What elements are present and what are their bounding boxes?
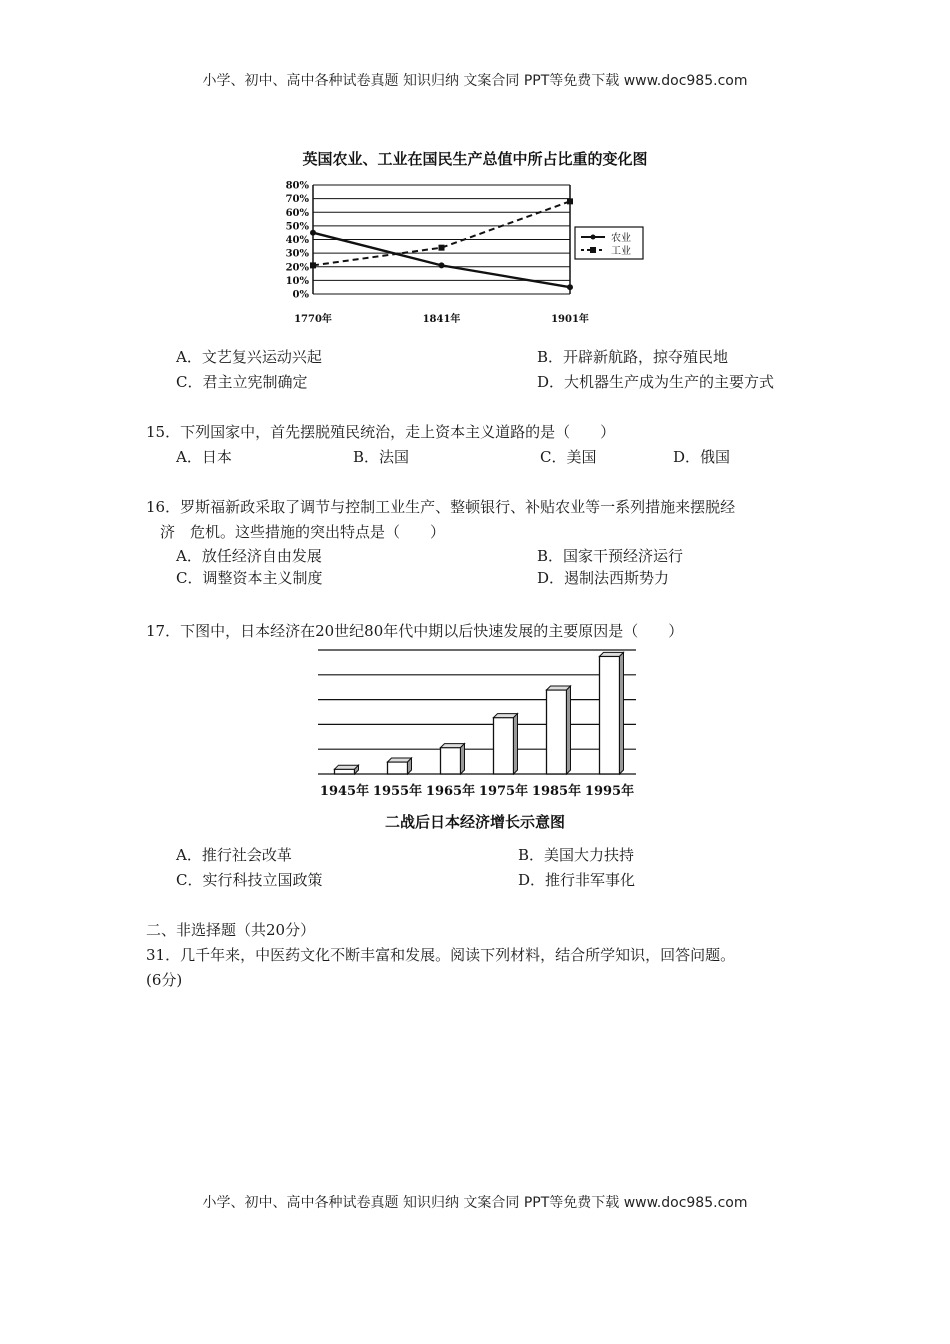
chart1-grid (313, 185, 570, 294)
data-point-agri (310, 230, 316, 236)
q15-option-b: B．法国 (353, 448, 410, 466)
bar (441, 748, 461, 774)
y-tick-label: 30% (285, 248, 309, 260)
data-point-agri (567, 284, 573, 290)
q15-stem: 15．下列国家中，首先摆脱殖民统治，走上资本主义道路的是（ ） (146, 423, 616, 441)
x-tick-label: 1985年 (531, 784, 582, 799)
q31-score: (6分) (146, 971, 183, 989)
legend-agri-marker (591, 235, 596, 240)
section2-title: 二、非选择题（共20分） (146, 921, 316, 939)
bar (335, 769, 355, 774)
q14-option-c: C．君主立宪制确定 (176, 373, 308, 391)
chart1-title: 英国农业、工业在国民生产总值中所占比重的变化图 (302, 150, 648, 168)
y-tick-label: 60% (285, 207, 309, 219)
bar-side (514, 714, 518, 774)
q14-option-a: A．文艺复兴运动兴起 (176, 348, 322, 366)
page-footer: 小学、初中、高中各种试卷真题 知识归纳 文案合同 PPT等免费下载 www.doc985.com (202, 1195, 748, 1211)
bar (388, 762, 408, 774)
x-tick-label: 1995年 (584, 784, 635, 799)
chart1-svg (270, 172, 660, 332)
q14-option-d: D．大机器生产成为生产的主要方式 (537, 373, 775, 391)
x-tick-label: 1965年 (425, 784, 476, 799)
q16-option-b: B．国家干预经济运行 (537, 547, 684, 565)
chart2-title: 二战后日本经济增长示意图 (384, 813, 565, 831)
chart2-bars (335, 652, 624, 774)
q17-option-d: D．推行非军事化 (518, 871, 636, 889)
q16-option-d: D．遏制法西斯势力 (537, 569, 670, 587)
x-tick-label: 1901年 (551, 314, 589, 325)
y-tick-label: 40% (285, 235, 309, 246)
q14-option-b: B．开辟新航路，掠夺殖民地 (537, 348, 729, 366)
series-line-agri (313, 233, 570, 288)
y-tick-label: 50% (285, 221, 309, 233)
y-tick-label: 10% (285, 275, 309, 287)
chart1-legend (575, 227, 643, 259)
chart2-x-ticks (320, 783, 634, 799)
q31-stem: 31．几千年来，中医药文化不断丰富和发展。阅读下列材料，结合所学知识，回答问题。 (146, 946, 736, 964)
data-point-agri (439, 262, 445, 268)
q15-option-d: D．俄国 (673, 448, 731, 466)
bar (494, 718, 514, 774)
page-header: 小学、初中、高中各种试卷真题 知识归纳 文案合同 PPT等免费下载 www.doc985.com (202, 73, 748, 89)
y-tick-label: 80% (285, 180, 309, 192)
data-point-ind (310, 262, 316, 268)
legend-box (575, 227, 643, 259)
legend-ind-marker (590, 247, 596, 253)
q15-option-c: C．美国 (540, 448, 597, 466)
q16-stem-line2: 济 危机。这些措施的突出特点是（ ） (160, 523, 446, 541)
q15-option-a: A．日本 (176, 448, 232, 466)
y-tick-label: 0% (292, 289, 309, 301)
data-point-ind (439, 245, 445, 251)
bar (547, 690, 567, 774)
y-tick-label: 70% (285, 194, 309, 206)
bar-side (461, 744, 465, 774)
series-line-ind (313, 201, 570, 265)
q17-option-b: B．美国大力扶持 (518, 846, 635, 864)
x-tick-label: 1955年 (372, 784, 423, 799)
legend-agri-label: 农业 (611, 233, 631, 244)
chart1-x-ticks (294, 312, 589, 325)
data-point-ind (567, 198, 573, 204)
q16-stem-line1: 16．罗斯福新政采取了调节与控制工业生产、整顿银行、补贴农业等一系列措施来摆脱经 (146, 498, 736, 516)
q16-option-a: A．放任经济自由发展 (176, 547, 322, 565)
chart2-svg (310, 640, 640, 805)
x-tick-label: 1770年 (294, 314, 332, 325)
x-tick-label: 1945年 (319, 784, 370, 799)
legend-ind-label: 工业 (611, 246, 631, 257)
bar-side (567, 686, 571, 774)
q17-option-a: A．推行社会改革 (176, 846, 292, 864)
q16-option-c: C．调整资本主义制度 (176, 569, 323, 587)
q17-stem: 17．下图中，日本经济在20世纪80年代中期以后快速发展的主要原因是（ ） (146, 622, 684, 640)
chart1-y-ticks (286, 181, 310, 301)
bar (600, 656, 620, 774)
x-tick-label: 1975年 (478, 784, 529, 799)
chart2-grid (318, 650, 636, 774)
bar-side (620, 652, 624, 774)
y-tick-label: 20% (285, 262, 309, 274)
x-tick-label: 1841年 (422, 314, 461, 325)
q17-option-c: C．实行科技立国政策 (176, 871, 323, 889)
